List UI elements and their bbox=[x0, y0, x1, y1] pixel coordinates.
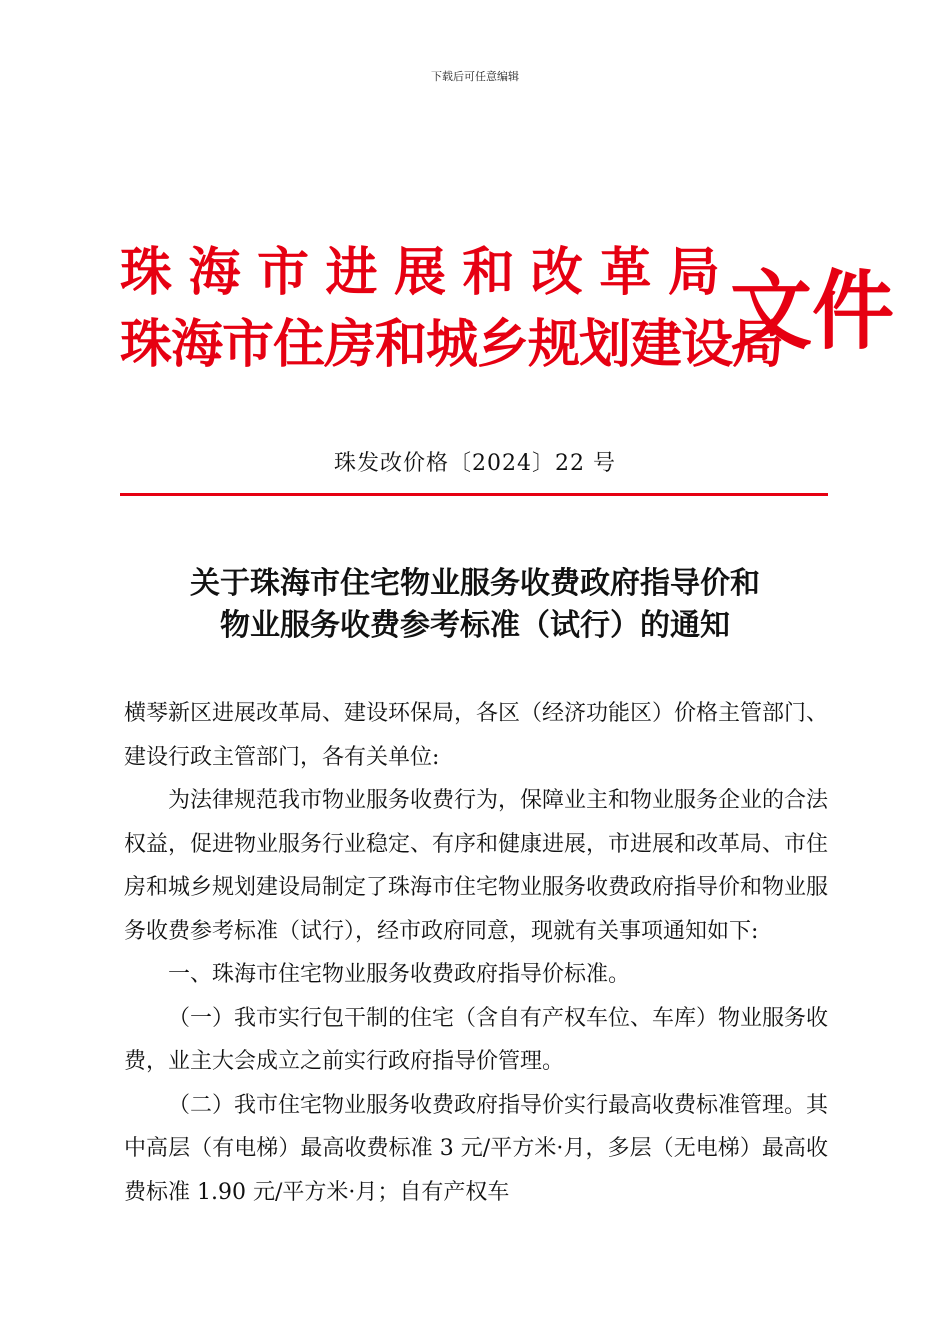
issuer-development-reform-bureau bbox=[120, 238, 720, 310]
issuer-housing-planning-bureau: 珠海市住房和城乡规划建设局 bbox=[120, 315, 784, 375]
issuer-char: 革 bbox=[599, 243, 652, 303]
header-note: 下载后可任意编辑 bbox=[431, 70, 519, 83]
issuer-char: 改 bbox=[530, 243, 583, 303]
title-line-2: 物业服务收费参考标准（试行）的通知 bbox=[220, 608, 730, 643]
issuer-char: 海 bbox=[188, 243, 241, 303]
document-number: 珠发改价格〔2024〕22 号 bbox=[334, 451, 616, 476]
item-paragraph-2: （二）我市住宅物业服务收费政府指导价实行最高收费标准管理。其中高层（有电梯）最高收费标准 3 元/平方米·月，多层（无电梯）最高收费标准 1.90 元/平方米·月；自有产权车 bbox=[124, 1092, 829, 1205]
notice-body bbox=[124, 692, 828, 1214]
red-divider bbox=[120, 493, 828, 496]
issuer-char: 进 bbox=[325, 243, 378, 303]
issuer-char: 展 bbox=[393, 243, 446, 303]
issuer-char: 和 bbox=[462, 243, 515, 303]
addressee-paragraph: 横琴新区进展改革局、建设环保局，各区（经济功能区）价格主管部门、建设行政主管部门，各有关单位: bbox=[124, 701, 829, 770]
section-heading-1: 一、珠海市住宅物业服务收费政府指导价标准。 bbox=[168, 962, 631, 987]
issuer-char: 珠 bbox=[120, 243, 173, 303]
notice-title bbox=[100, 563, 850, 647]
intro-paragraph: 为法律规范我市物业服务收费行为，保障业主和物业服务企业的合法权益，促进物业服务行业稳定、有序和健康进展，市进展和改革局、市住房和城乡规划建设局制定了珠海市住宅物业服务收费政府指导价和物业服务收费参考标准（试行），经市政府同意，现就有关事项通知如下: bbox=[124, 788, 829, 944]
title-line-1: 关于珠海市住宅物业服务收费政府指导价和 bbox=[190, 566, 760, 601]
issuer-char: 市 bbox=[256, 243, 309, 303]
issuing-authorities bbox=[120, 238, 784, 382]
item-paragraph-1: （一）我市实行包干制的住宅（含自有产权车位、车库）物业服务收费，业主大会成立之前实行政府指导价管理。 bbox=[124, 1005, 829, 1074]
document-word: 文件 bbox=[730, 261, 895, 362]
issuer-char: 局 bbox=[667, 243, 720, 303]
